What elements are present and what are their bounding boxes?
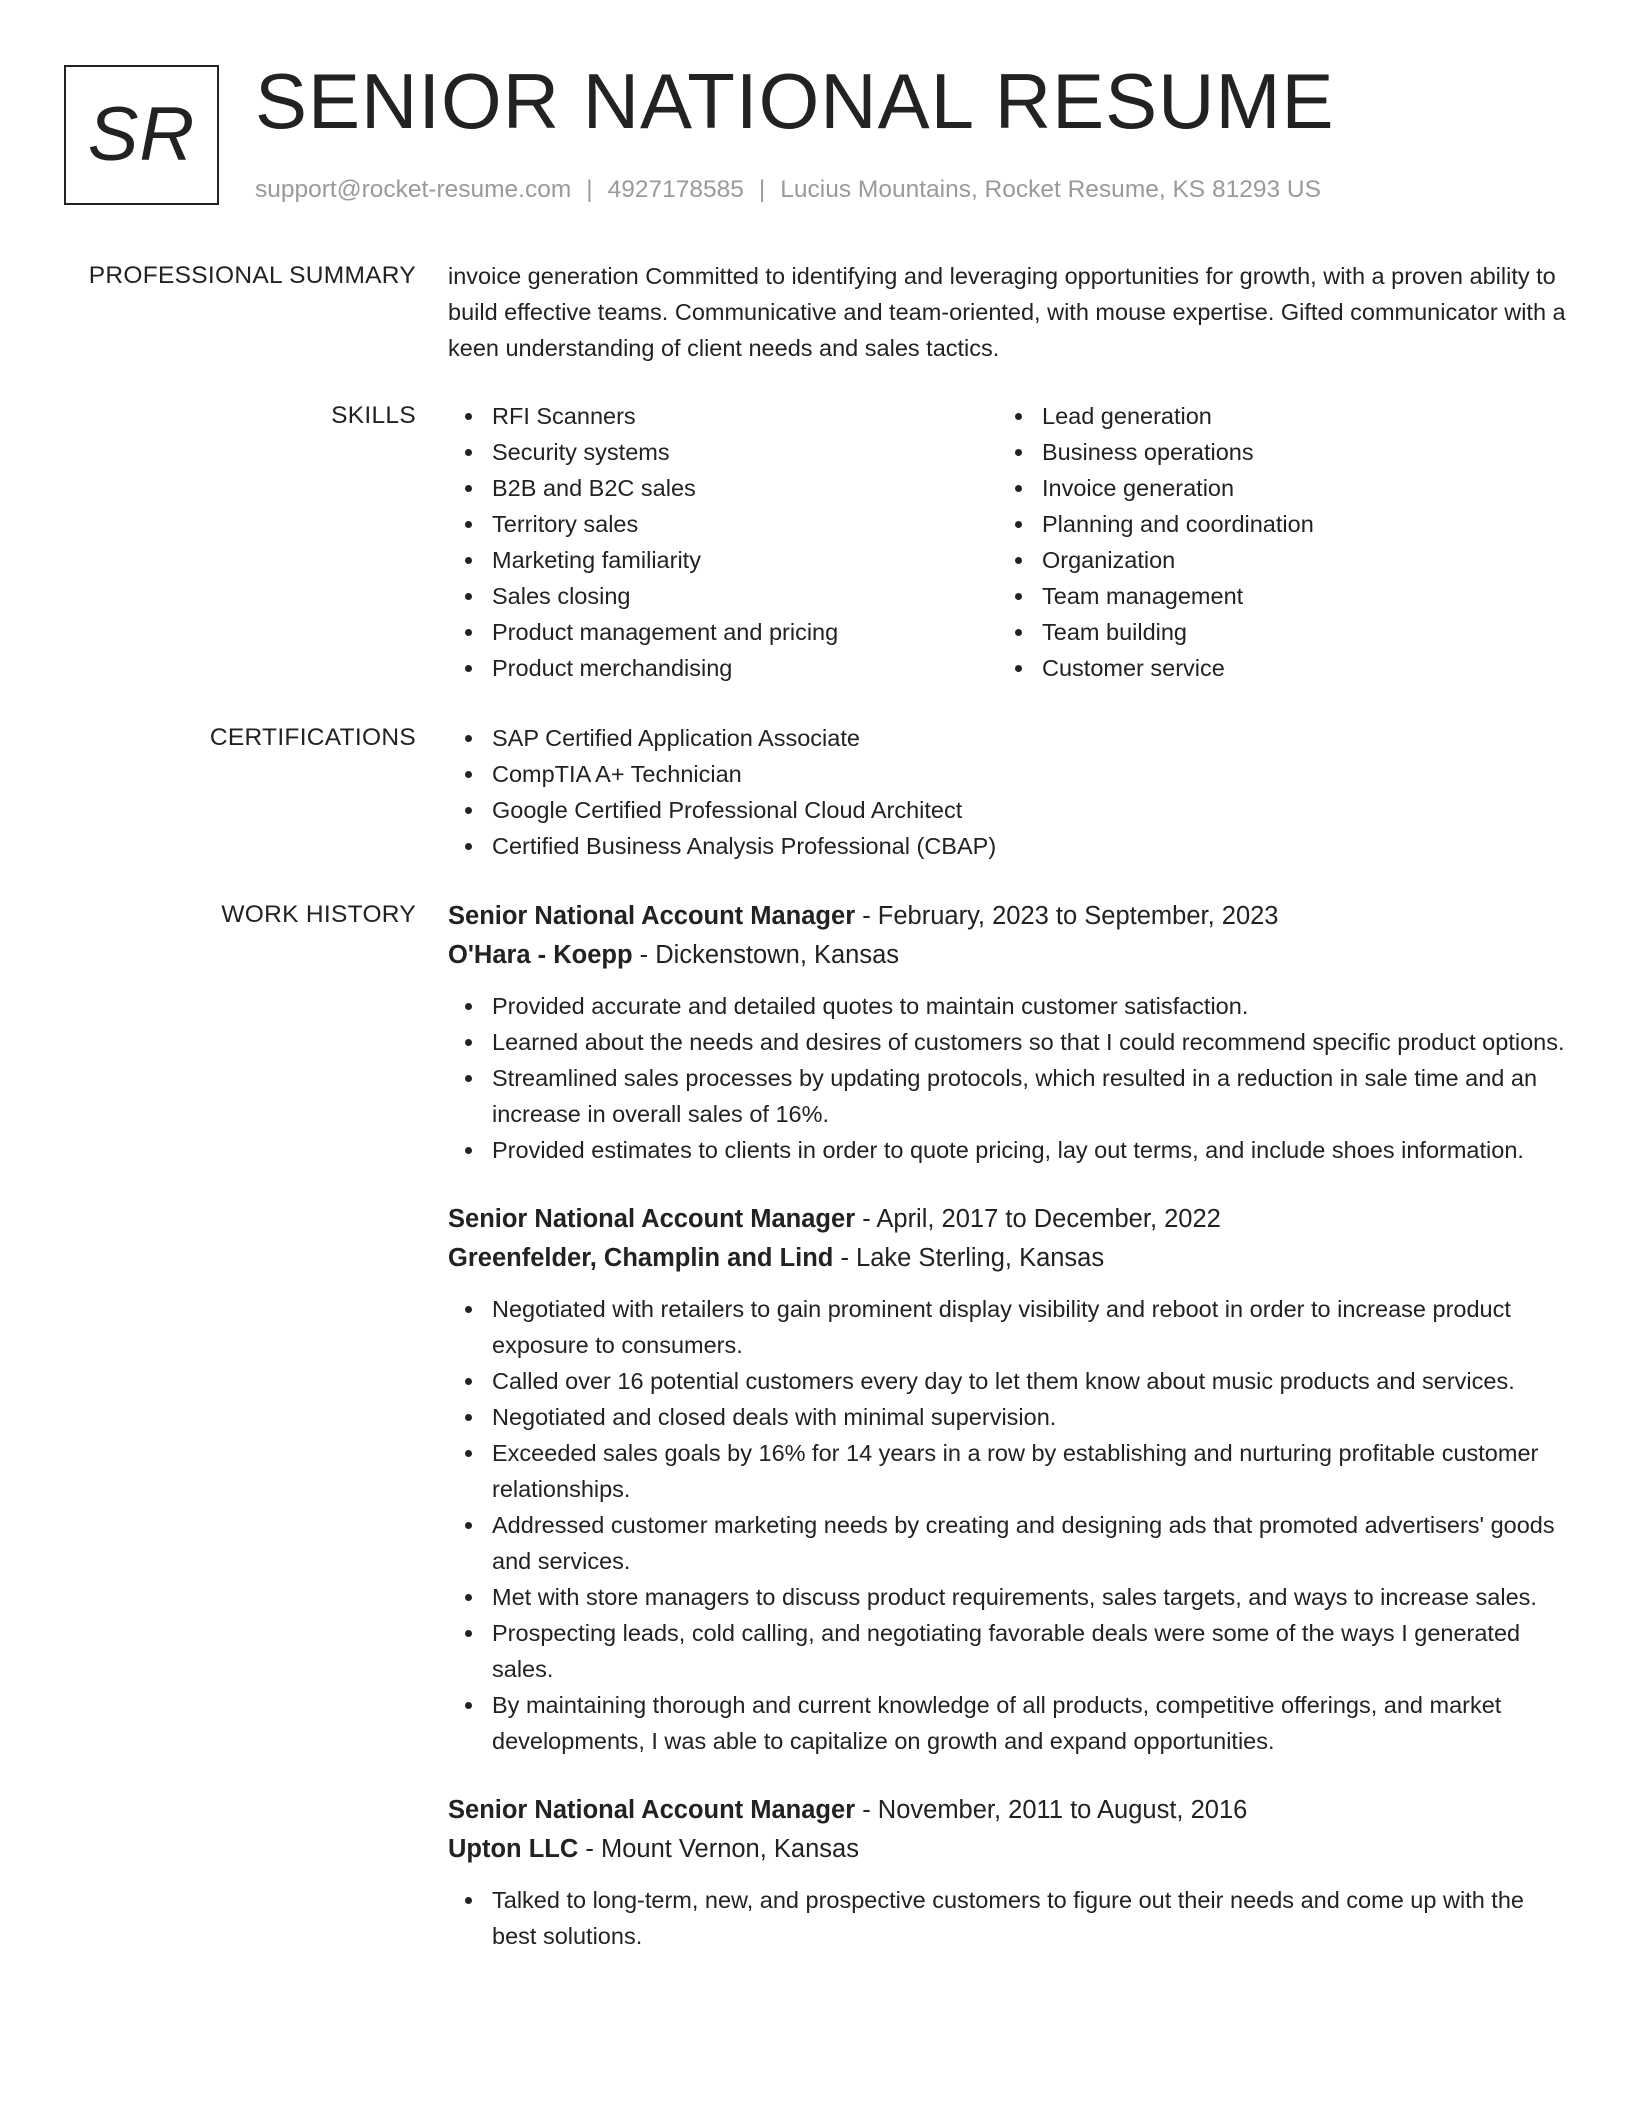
job-dates: - April, 2017 to December, 2022 [855, 1205, 1221, 1233]
skill-item: Sales closing [448, 578, 998, 614]
job-company: Upton LLC [448, 1835, 579, 1863]
job-duty-item: Provided estimates to clients in order to quote pricing, lay out terms, and include shoes information. [448, 1132, 1568, 1168]
skill-item: Product merchandising [448, 650, 998, 686]
certifications-heading: CERTIFICATIONS [209, 724, 416, 751]
job-duties-list [448, 1882, 1568, 1954]
skill-item: Security systems [448, 434, 998, 470]
job-location: - Mount Vernon, Kansas [578, 1835, 859, 1863]
skill-item: Organization [998, 542, 1548, 578]
job-company-line [448, 936, 1568, 975]
job-title: Senior National Account Manager [448, 1796, 856, 1824]
job-duty-item: Prospecting leads, cold calling, and negotiating favorable deals were some of the ways I generated sales. [448, 1615, 1568, 1687]
job-duty-item: Talked to long-term, new, and prospective customers to figure out their needs and come up with the best solutions. [448, 1882, 1568, 1954]
skill-item: B2B and B2C sales [448, 470, 998, 506]
skill-item: Territory sales [448, 506, 998, 542]
job-duty-item: Learned about the needs and desires of customers so that I could recommend specific product options. [448, 1024, 1568, 1060]
job-duty-item: Negotiated and closed deals with minimal supervision. [448, 1399, 1568, 1435]
job-dates: - November, 2011 to August, 2016 [855, 1796, 1248, 1824]
skill-item: Team management [998, 578, 1548, 614]
job-duty-item: By maintaining thorough and current knowledge of all products, competitive offerings, and market developments, I was able to capitalize on growth and expand opportunities. [448, 1687, 1568, 1759]
summary-text: invoice generation Committed to identifying and leveraging opportunities for growth, with a proven ability to build effective teams. Communicative and team-oriented, with mouse expertise. Gifted communicator with a keen understanding of client needs and sales tactics. [448, 263, 1566, 361]
job-duties-list [448, 1291, 1568, 1759]
job-title: Senior National Account Manager [448, 1205, 856, 1233]
skill-item: Customer service [998, 650, 1548, 686]
job-duty-item: Negotiated with retailers to gain prominent display visibility and reboot in order to increase product exposure to consumers. [448, 1291, 1568, 1363]
certification-item: CompTIA A+ Technician [448, 756, 1568, 792]
skills-list-left [448, 398, 998, 686]
job-duty-item: Streamlined sales processes by updating protocols, which resulted in a reduction in sale time and an increase in overall sales of 16%. [448, 1060, 1568, 1132]
contact-separator: | [586, 176, 593, 203]
skill-item: Business operations [998, 434, 1548, 470]
job-company-line [448, 1239, 1568, 1278]
job-title-line [448, 1791, 1568, 1830]
skill-item: Invoice generation [998, 470, 1548, 506]
job-title: Senior National Account Manager [448, 902, 856, 930]
job-dates: - February, 2023 to September, 2023 [855, 902, 1279, 930]
job-duty-item: Addressed customer marketing needs by creating and designing ads that promoted advertisers' goods and services. [448, 1507, 1568, 1579]
contact-line [255, 173, 1321, 207]
certifications-list [448, 720, 1568, 864]
skill-item: Team building [998, 614, 1548, 650]
job-company-line [448, 1830, 1568, 1869]
skill-item: Lead generation [998, 398, 1548, 434]
job-duty-item: Provided accurate and detailed quotes to maintain customer satisfaction. [448, 988, 1568, 1024]
skill-item: Planning and coordination [998, 506, 1548, 542]
job-duty-item: Exceeded sales goals by 16% for 14 years in a row by establishing and nurturing profitable customer relationships. [448, 1435, 1568, 1507]
skill-item: Product management and pricing [448, 614, 998, 650]
job-duty-item: Met with store managers to discuss product requirements, sales targets, and ways to increase sales. [448, 1579, 1568, 1615]
job-entry [448, 897, 1568, 1168]
skills-body [448, 398, 1568, 686]
work-history-body [448, 897, 1568, 1954]
work-history-heading: WORK HISTORY [221, 901, 416, 928]
skill-item: Marketing familiarity [448, 542, 998, 578]
certifications-body [448, 720, 1568, 864]
job-title-line [448, 897, 1568, 936]
skill-item: RFI Scanners [448, 398, 998, 434]
job-location: - Dickenstown, Kansas [632, 941, 900, 969]
monogram-initials: SR [87, 92, 196, 177]
job-entry [448, 1200, 1568, 1759]
certification-item: Google Certified Professional Cloud Architect [448, 792, 1568, 828]
job-title-line [448, 1200, 1568, 1239]
certification-item: Certified Business Analysis Professional (CBAP) [448, 828, 1568, 864]
skills-list-right [998, 398, 1548, 686]
contact-address: Lucius Mountains, Rocket Resume, KS 81293 US [780, 176, 1321, 203]
summary-body [448, 258, 1568, 366]
job-duty-item: Called over 16 potential customers every day to let them know about music products and services. [448, 1363, 1568, 1399]
job-company: O'Hara - Koepp [448, 941, 633, 969]
job-duties-list [448, 988, 1568, 1168]
job-location: - Lake Sterling, Kansas [833, 1244, 1105, 1272]
contact-email[interactable]: support@rocket-resume.com [255, 176, 572, 203]
monogram-box [64, 65, 219, 205]
skills-heading: SKILLS [331, 402, 416, 429]
job-entry [448, 1791, 1568, 1954]
job-company: Greenfelder, Champlin and Lind [448, 1244, 834, 1272]
contact-phone[interactable]: 4927178585 [607, 176, 744, 203]
certification-item: SAP Certified Application Associate [448, 720, 1568, 756]
summary-heading: PROFESSIONAL SUMMARY [88, 262, 416, 289]
contact-separator: | [758, 176, 766, 203]
resume-name: SENIOR NATIONAL RESUME [255, 57, 1335, 145]
